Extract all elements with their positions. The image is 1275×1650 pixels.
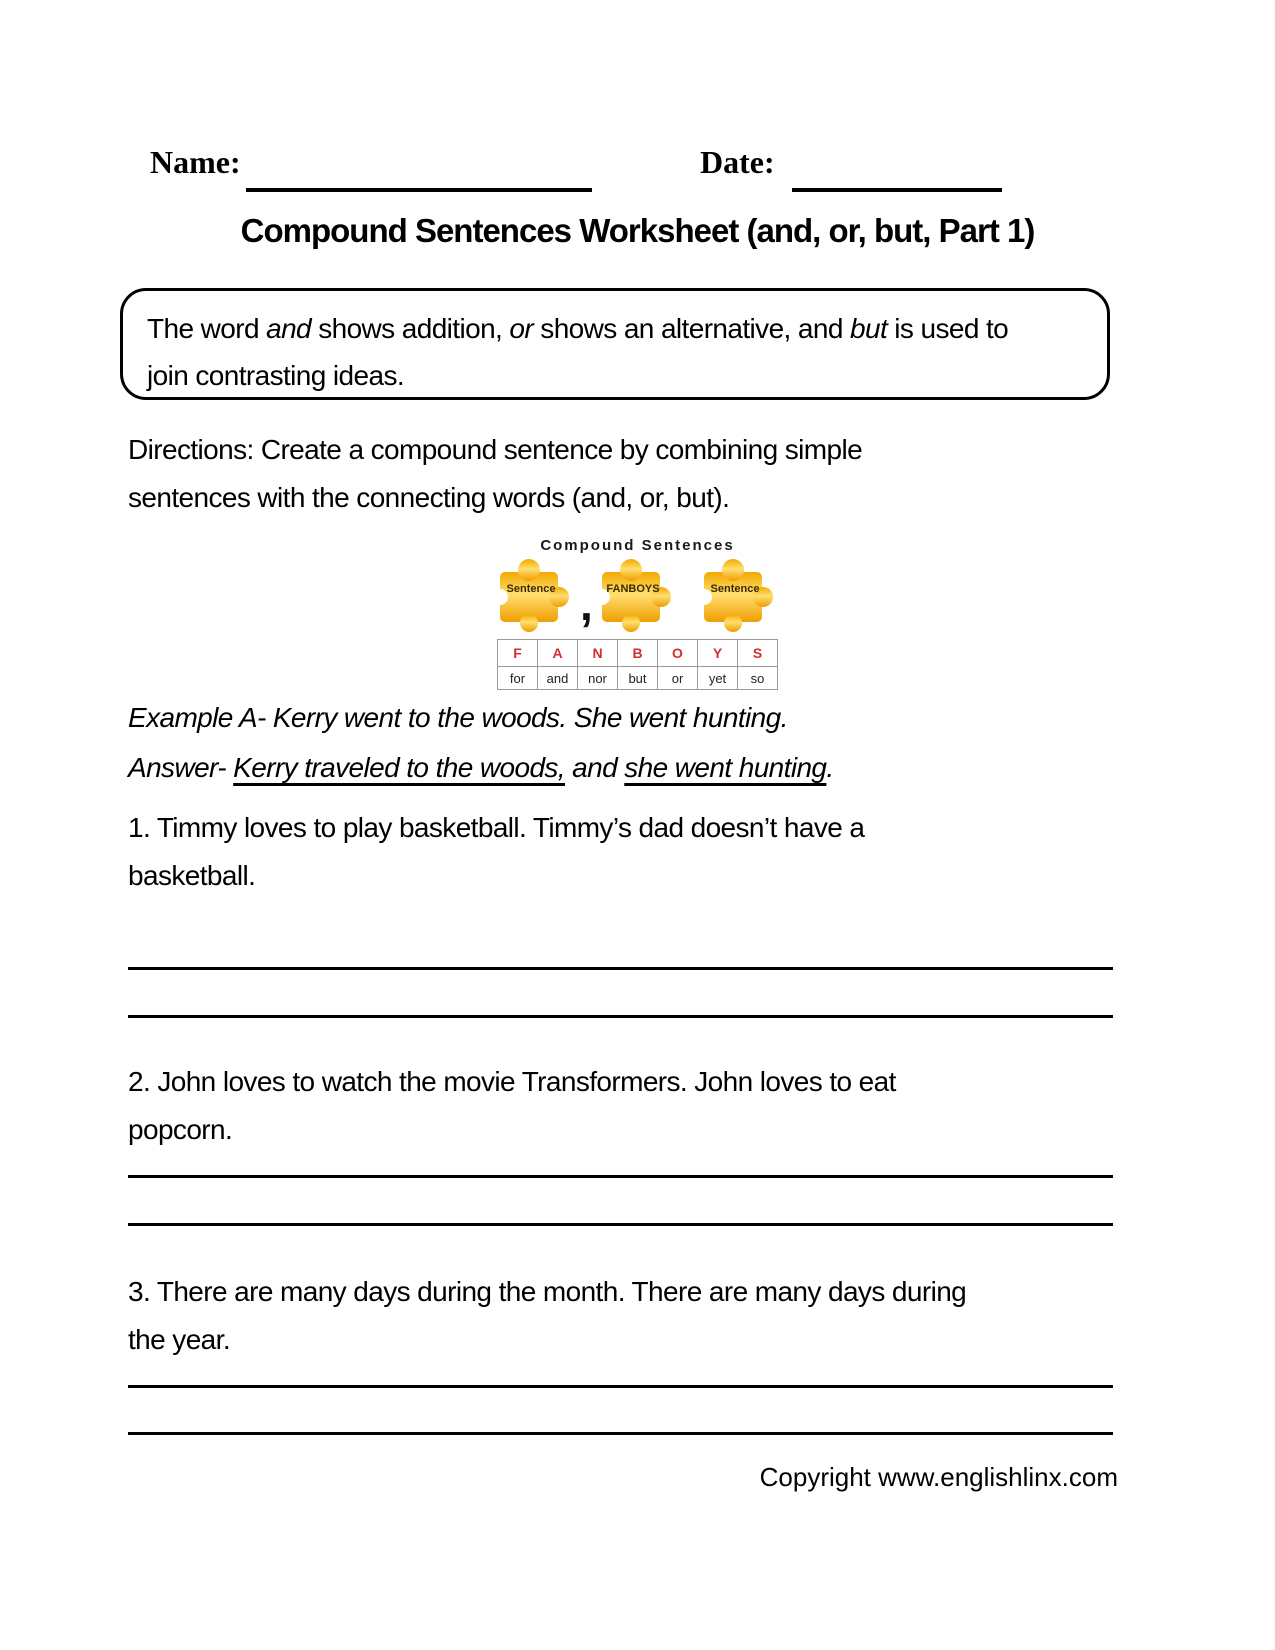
question-1-line-1: 1. Timmy loves to play basketball. Timmy’s dad doesn’t have a [128,812,865,843]
answer-blank-line[interactable] [128,1223,1113,1226]
fanboys-letter-cell: S [738,640,778,667]
question-2-line-2: popcorn. [128,1114,233,1145]
question-1-line-2: basketball. [128,860,256,891]
answer-blank-line[interactable] [128,967,1113,970]
answer-blank-line[interactable] [128,1015,1113,1018]
puzzle-piece-sentence-right [696,559,773,632]
fanboys-letter-cell: N [578,640,618,667]
example-answer-line: Answer- Kerry traveled to the woods, and she went hunting. [128,752,834,783]
comma-glyph: , [579,578,593,630]
fanboys-word-cell: nor [578,667,618,690]
compound-sentences-graphic [493,537,783,690]
question-2-line-1: 2. John loves to watch the movie Transformers. John loves to eat [128,1066,896,1097]
directions-line-2: sentences with the connecting words (and, or, but). [128,482,730,513]
fanboys-letter-cell: B [618,640,658,667]
puzzle-pieces-icon [496,556,780,634]
fanboys-word-cell: or [658,667,698,690]
fanboys-letter-cell: O [658,640,698,667]
answer-blank-line[interactable] [128,1385,1113,1388]
fanboys-word-cell: so [738,667,778,690]
info-box-line-1: The word and shows addition, or shows an alternative, and but is used to [147,313,1009,344]
date-blank-line[interactable] [792,188,1002,192]
answer-blank-line[interactable] [128,1175,1113,1178]
question-3-line-1: 3. There are many days during the month. There are many days during [128,1276,967,1307]
copyright-text: Copyright www.englishlinx.com [759,1462,1118,1492]
fanboys-word-cell: for [498,667,538,690]
puzzle-label-fanboys: FANBOYS [605,583,660,595]
fanboys-word-cell: and [538,667,578,690]
info-box [120,288,1110,400]
page-title: Compound Sentences Worksheet (and, or, but, Part 1) [240,212,1035,249]
fanboys-table [497,639,778,690]
graphic-title: Compound Sentences [540,537,735,554]
fanboys-letter-cell: Y [698,640,738,667]
puzzle-label-sentence-1: Sentence [506,583,555,595]
directions-line-1: Directions: Create a compound sentence by combining simple [128,434,863,465]
name-blank-line[interactable] [246,188,592,192]
question-3-line-2: the year. [128,1324,231,1355]
fanboys-letter-cell: A [538,640,578,667]
info-box-line-2: join contrasting ideas. [147,360,405,391]
puzzle-piece-fanboys [594,559,671,632]
date-label: Date: [700,144,775,180]
example-line: Example A- Kerry went to the woods. She went hunting. [128,702,788,733]
puzzle-piece-sentence-left [496,559,569,632]
fanboys-word-row [498,667,778,690]
name-label: Name: [150,144,241,180]
fanboys-word-cell: but [618,667,658,690]
fanboys-word-cell: yet [698,667,738,690]
answer-blank-line[interactable] [128,1432,1113,1435]
fanboys-letter-cell: F [498,640,538,667]
fanboys-letter-row [498,640,778,667]
puzzle-label-sentence-2: Sentence [710,583,759,595]
